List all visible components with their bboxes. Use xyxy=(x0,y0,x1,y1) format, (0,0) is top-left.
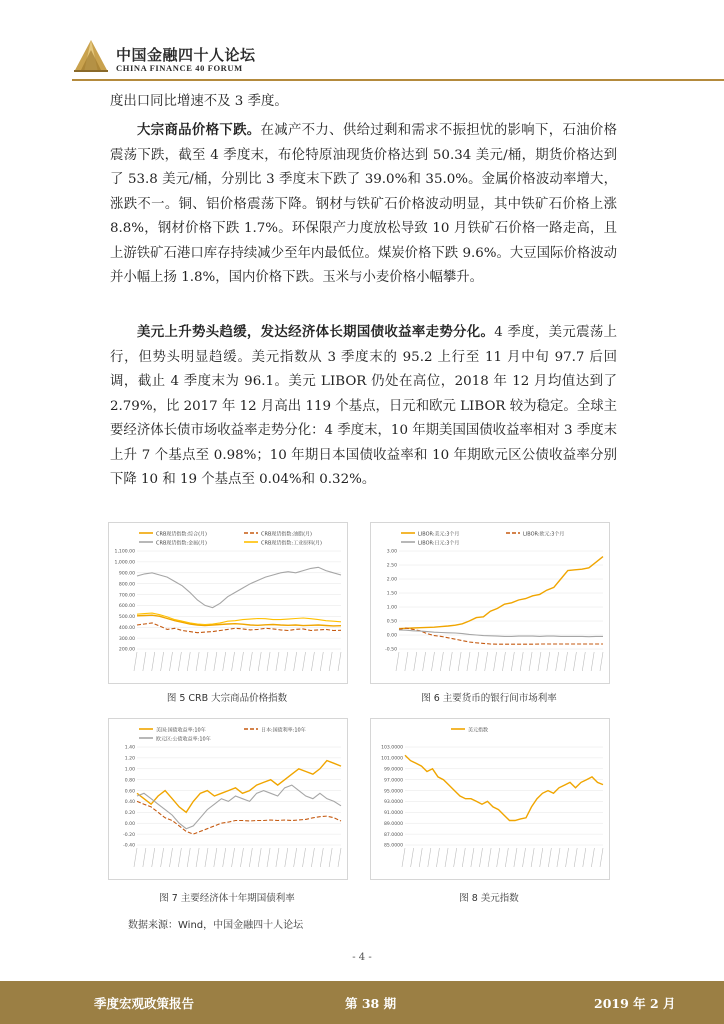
fig7-xtick-mark xyxy=(187,848,190,867)
fig8-xtick-mark xyxy=(419,848,422,867)
paragraph-commodities xyxy=(110,118,617,291)
paragraph-dollar-text: 4 季度，美元震荡上行，但势头明显趋缓。美元指数从 3 季度末的 95.2 上行至 11 月中旬 97.7 后回调，截止 4 季度末为 96.1。美元 LIBOR 仍处在高位，2018 年 12 月均值达到了 2.79%，比 2017 年 12 月高出 119 个基点，日元和欧元 LIBOR 较为稳定。全球主要经济体长债市场收益率走势分化：4 季度末，10 年期美国国债收益率相对 3 季度末上升 7 个基点至 0.98%；10 年期日本国债收益率和 10 年期欧元区公债收益率分别下降 10 和 19 个基点至 0.04%和 0.32%。 xyxy=(110,325,618,487)
fig8-xtick-mark xyxy=(591,848,594,867)
fig8-ytick-label: 89.0000 xyxy=(384,821,403,827)
fig8-xtick-mark xyxy=(479,848,482,867)
fig5-svg xyxy=(109,523,347,683)
fig5-xtick-mark xyxy=(338,652,341,671)
fig6-xtick-mark xyxy=(529,652,532,671)
fig6-xtick-mark xyxy=(476,652,479,671)
fig5-xtick-mark xyxy=(205,652,208,671)
fig7-xtick-mark xyxy=(285,848,288,867)
fig6-series-line xyxy=(399,557,603,629)
fig8-ytick-label: 95.0000 xyxy=(384,789,403,795)
fig8-xtick-mark xyxy=(557,848,560,867)
fig8-legend-label: 美元指数 xyxy=(468,727,489,734)
fig6-ytick-label: 1.00 xyxy=(386,605,397,611)
fig8-xtick-mark xyxy=(548,848,551,867)
fig5-xtick-mark xyxy=(178,652,181,671)
fig6-xtick-mark xyxy=(414,652,417,671)
fig7-xtick-mark xyxy=(249,848,252,867)
fig8-xtick-mark xyxy=(488,848,491,867)
figure-6-caption: 图 6 主要货币的银行间市场利率 xyxy=(421,693,557,704)
fig5-xtick-mark xyxy=(223,652,226,671)
figure-7-caption: 图 7 主要经济体十年期国债利率 xyxy=(159,893,295,904)
fig8-svg xyxy=(371,719,609,879)
fig6-xtick-mark xyxy=(458,652,461,671)
fig6-xtick-mark xyxy=(511,652,514,671)
fig6-xtick-mark xyxy=(591,652,594,671)
fig8-xtick-mark xyxy=(402,848,405,867)
fig5-xtick-mark xyxy=(232,652,235,671)
fig5-xtick-mark xyxy=(143,652,146,671)
fig5-xtick-mark xyxy=(152,652,155,671)
fig6-xtick-mark xyxy=(494,652,497,671)
chart-dollar-index xyxy=(370,718,610,880)
fig6-xtick-mark xyxy=(440,652,443,671)
fig6-svg xyxy=(371,523,609,683)
fig7-xtick-mark xyxy=(205,848,208,867)
brand-name-en: CHINA FINANCE 40 FORUM xyxy=(116,63,243,73)
fig8-xtick-mark xyxy=(454,848,457,867)
fig5-xtick-mark xyxy=(169,652,172,671)
fig8-xtick-mark xyxy=(531,848,534,867)
fig8-ytick-label: 101.0000 xyxy=(381,756,403,762)
fig6-xtick-mark xyxy=(600,652,603,671)
fig8-xtick-mark xyxy=(428,848,431,867)
fig7-xtick-mark xyxy=(143,848,146,867)
paragraph-commodities-heading: 大宗商品价格下跌。 xyxy=(137,122,261,138)
paragraph-continuation: 度出口同比增速不及 3 季度。 xyxy=(110,94,288,109)
page-header xyxy=(0,0,724,80)
fig7-xtick-mark xyxy=(223,848,226,867)
fig7-series-line xyxy=(137,801,341,834)
fig7-ytick-label: 0.20 xyxy=(124,811,135,817)
fig7-ytick-label: 0.60 xyxy=(124,789,135,795)
fig5-legend-label: CRB现货指数:金属(月) xyxy=(156,540,207,547)
fig5-xtick-mark xyxy=(303,652,306,671)
fig5-legend-label: CRB现货指数:综合(月) xyxy=(156,531,207,538)
fig5-xtick-mark xyxy=(214,652,217,671)
fig6-ytick-label: 2.00 xyxy=(386,577,397,583)
fig5-xtick-mark xyxy=(258,652,261,671)
fig7-svg xyxy=(109,719,347,879)
fig8-xtick-mark xyxy=(471,848,474,867)
fig8-xtick-mark xyxy=(514,848,517,867)
fig8-xtick-mark xyxy=(523,848,526,867)
fig5-ytick-label: 300.00 xyxy=(118,636,135,642)
fig6-xtick-mark xyxy=(467,652,470,671)
fig6-xtick-mark xyxy=(565,652,568,671)
fig7-xtick-mark xyxy=(232,848,235,867)
brand-name-cn: 中国金融四十人论坛 xyxy=(116,46,256,64)
fig7-series-line xyxy=(137,761,341,813)
fig8-ytick-label: 103.0000 xyxy=(381,745,403,751)
header-divider xyxy=(72,79,724,81)
fig6-xtick-mark xyxy=(538,652,541,671)
chart-10y-bond-yields xyxy=(108,718,348,880)
fig5-legend-label: CRB现货指数:工业原料(月) xyxy=(261,540,322,547)
fig8-ytick-label: 97.0000 xyxy=(384,778,403,784)
fig5-xtick-mark xyxy=(329,652,332,671)
figure-5-caption: 图 5 CRB 大宗商品价格指数 xyxy=(166,693,288,704)
fig8-ytick-label: 91.0000 xyxy=(384,811,403,817)
fig7-xtick-mark xyxy=(276,848,279,867)
fig5-xtick-mark xyxy=(267,652,270,671)
fig8-ytick-label: 99.0000 xyxy=(384,767,403,773)
chart-crb-index xyxy=(108,522,348,684)
fig8-ytick-label: 87.0000 xyxy=(384,832,403,838)
fig5-legend-label: CRB现货指数:油脂(月) xyxy=(261,531,312,538)
fig7-xtick-mark xyxy=(161,848,164,867)
footer-report-title: 季度宏观政策报告 xyxy=(94,996,195,1011)
fig7-xtick-mark xyxy=(338,848,341,867)
fig6-ytick-label: -0.50 xyxy=(385,647,397,653)
fig7-xtick-mark xyxy=(303,848,306,867)
fig5-xtick-mark xyxy=(311,652,314,671)
fig7-xtick-mark xyxy=(196,848,199,867)
fig7-xtick-mark xyxy=(311,848,314,867)
paragraph-dollar-heading: 美元上升势头趋缓，发达经济体长期国债收益率走势分化。 xyxy=(137,324,495,340)
fig7-xtick-mark xyxy=(320,848,323,867)
fig5-xtick-mark xyxy=(196,652,199,671)
fig7-ytick-label: -0.20 xyxy=(123,832,135,838)
footer-date: 2019 年 2 月 xyxy=(594,996,676,1011)
fig7-xtick-mark xyxy=(267,848,270,867)
fig5-ytick-label: 1,100.00 xyxy=(114,549,135,555)
fig5-xtick-mark xyxy=(161,652,164,671)
fig7-series-line xyxy=(137,785,341,829)
fig8-xtick-mark xyxy=(583,848,586,867)
fig6-series-line xyxy=(399,630,603,637)
fig7-ytick-label: 1.00 xyxy=(124,767,135,773)
fig7-xtick-mark xyxy=(329,848,332,867)
fig7-ytick-label: 1.20 xyxy=(124,756,135,762)
fig8-xtick-mark xyxy=(445,848,448,867)
fig7-xtick-mark xyxy=(169,848,172,867)
fig8-xtick-mark xyxy=(497,848,500,867)
fig7-xtick-mark xyxy=(178,848,181,867)
fig5-ytick-label: 500.00 xyxy=(118,615,135,621)
fig8-xtick-mark xyxy=(566,848,569,867)
fig5-ytick-label: 400.00 xyxy=(118,625,135,631)
footer-issue-number: 第 38 期 xyxy=(345,996,397,1011)
figure-8-caption: 图 8 美元指数 xyxy=(459,893,519,904)
fig6-ytick-label: 1.50 xyxy=(386,591,397,597)
page-number: - 4 - xyxy=(352,952,372,963)
fig5-ytick-label: 900.00 xyxy=(118,571,135,577)
fig5-series-line xyxy=(137,567,341,607)
fig7-legend-label: 欧元区:公债收益率:10年 xyxy=(156,736,211,743)
fig6-xtick-mark xyxy=(556,652,559,671)
fig5-xtick-mark xyxy=(240,652,243,671)
fig8-series-line xyxy=(405,755,603,820)
fig8-xtick-mark xyxy=(411,848,414,867)
fig8-xtick-mark xyxy=(436,848,439,867)
fig8-ytick-label: 93.0000 xyxy=(384,800,403,806)
fig7-ytick-label: 0.80 xyxy=(124,778,135,784)
fig7-ytick-label: 0.40 xyxy=(124,800,135,806)
fig5-ytick-label: 1,000.00 xyxy=(114,560,135,566)
fig6-ytick-label: 0.00 xyxy=(386,633,397,639)
fig6-ytick-label: 3.00 xyxy=(386,549,397,555)
fig6-xtick-mark xyxy=(449,652,452,671)
fig6-legend-label: LIBOR:欧元:3个月 xyxy=(523,531,565,538)
fig5-xtick-mark xyxy=(285,652,288,671)
fig6-xtick-mark xyxy=(547,652,550,671)
fig7-xtick-mark xyxy=(214,848,217,867)
fig6-xtick-mark xyxy=(573,652,576,671)
fig7-legend-label: 日本:国债利率:10年 xyxy=(261,727,306,734)
fig6-legend-label: LIBOR:日元:3个月 xyxy=(418,540,460,547)
page-footer xyxy=(0,981,724,1024)
fig5-xtick-mark xyxy=(187,652,190,671)
fig8-xtick-mark xyxy=(600,848,603,867)
fig5-xtick-mark xyxy=(134,652,137,671)
fig5-ytick-label: 600.00 xyxy=(118,604,135,610)
fig6-xtick-mark xyxy=(502,652,505,671)
fig8-xtick-mark xyxy=(540,848,543,867)
cf40-logo-icon xyxy=(72,38,110,74)
fig7-xtick-mark xyxy=(240,848,243,867)
fig7-xtick-mark xyxy=(258,848,261,867)
fig6-xtick-mark xyxy=(423,652,426,671)
paragraph-commodities-text: 在减产不力、供给过剩和需求不振担忧的影响下，石油价格震荡下跌，截至 4 季度末，布伦特原油现货价格达到 50.34 美元/桶，期货价格达到了 53.8 美元/桶，分别比 3 季度末下跌了 39.0%和 35.0%。金属价格波动率增大，涨跌不一。铜、铝价格震荡下降。钢材与铁矿石价格波动明显，其中铁矿石价格上涨 8.8%，钢材价格下跌 1.7%。环保限产力度放松导致 10 月铁矿石价格一路走高，且上游铁矿石港口库存持续减少至年内最低位。煤炭价格下跌 9.6%。大豆国际价格波动并小幅上扬 1.8%，国内价格下跌。玉米与小麦价格小幅攀升。 xyxy=(110,123,617,285)
fig6-xtick-mark xyxy=(405,652,408,671)
fig6-xtick-mark xyxy=(520,652,523,671)
fig6-ytick-label: 0.50 xyxy=(386,619,397,625)
data-source-note: 数据来源：Wind，中国金融四十人论坛 xyxy=(128,920,304,931)
fig5-xtick-mark xyxy=(320,652,323,671)
fig5-ytick-label: 800.00 xyxy=(118,582,135,588)
fig8-xtick-mark xyxy=(574,848,577,867)
fig5-ytick-label: 700.00 xyxy=(118,593,135,599)
fig7-ytick-label: -0.40 xyxy=(123,843,135,849)
fig8-xtick-mark xyxy=(462,848,465,867)
fig5-xtick-mark xyxy=(276,652,279,671)
fig7-ytick-label: 0.00 xyxy=(124,821,135,827)
fig6-xtick-mark xyxy=(396,652,399,671)
fig7-xtick-mark xyxy=(134,848,137,867)
fig7-legend-label: 美国:国债收益率:10年 xyxy=(156,727,206,734)
fig7-xtick-mark xyxy=(152,848,155,867)
fig5-ytick-label: 200.00 xyxy=(118,647,135,653)
fig6-ytick-label: 2.50 xyxy=(386,563,397,569)
chart-libor-rates xyxy=(370,522,610,684)
fig7-ytick-label: 1.40 xyxy=(124,745,135,751)
fig6-xtick-mark xyxy=(431,652,434,671)
fig7-xtick-mark xyxy=(294,848,297,867)
fig8-ytick-label: 85.0000 xyxy=(384,843,403,849)
fig5-xtick-mark xyxy=(294,652,297,671)
fig8-xtick-mark xyxy=(505,848,508,867)
fig5-xtick-mark xyxy=(249,652,252,671)
fig6-xtick-mark xyxy=(582,652,585,671)
fig6-legend-label: LIBOR:美元:3个月 xyxy=(418,531,460,538)
fig6-xtick-mark xyxy=(485,652,488,671)
paragraph-dollar xyxy=(110,320,617,493)
